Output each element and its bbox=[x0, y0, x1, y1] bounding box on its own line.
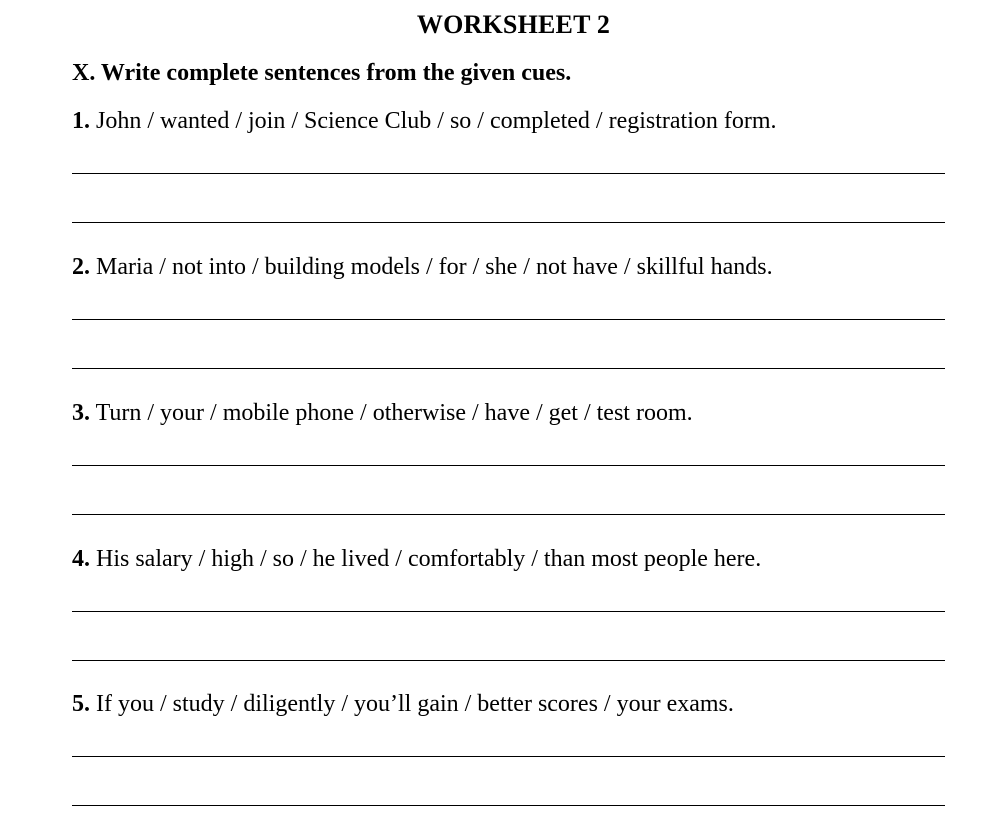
item-cue: His salary / high / so / he lived / comfortably / than most people here. bbox=[96, 546, 762, 572]
exercise-item-4 bbox=[72, 543, 945, 689]
exercise-item-5 bbox=[72, 688, 945, 834]
answer-line[interactable] bbox=[72, 319, 945, 320]
answer-line[interactable] bbox=[72, 805, 945, 806]
item-text bbox=[72, 397, 693, 429]
answer-line[interactable] bbox=[72, 222, 945, 223]
answer-line[interactable] bbox=[72, 514, 945, 515]
exercise-item-1 bbox=[72, 105, 945, 251]
item-cue: If you / study / diligently / you’ll gain / better scores / your exams. bbox=[96, 691, 734, 717]
item-text bbox=[72, 251, 773, 283]
item-number: 1. bbox=[72, 108, 90, 134]
exercise-instruction: X. Write complete sentences from the given cues. bbox=[72, 60, 572, 86]
answer-line[interactable] bbox=[72, 368, 945, 369]
item-cue: John / wanted / join / Science Club / so / completed / registration form. bbox=[96, 108, 777, 134]
item-text bbox=[72, 688, 734, 720]
item-number: 4. bbox=[72, 546, 90, 572]
exercise-item-2 bbox=[72, 251, 945, 397]
exercise-item-3 bbox=[72, 397, 945, 543]
answer-line[interactable] bbox=[72, 611, 945, 612]
item-number: 5. bbox=[72, 691, 90, 717]
item-cue: Maria / not into / building models / for / she / not have / skillful hands. bbox=[96, 254, 773, 280]
answer-line[interactable] bbox=[72, 465, 945, 466]
item-text bbox=[72, 543, 761, 575]
item-number: 2. bbox=[72, 254, 90, 280]
item-number: 3. bbox=[72, 400, 90, 426]
answer-line[interactable] bbox=[72, 756, 945, 757]
answer-line[interactable] bbox=[72, 660, 945, 661]
item-cue: Turn / your / mobile phone / otherwise / have / get / test room. bbox=[95, 400, 693, 426]
answer-line[interactable] bbox=[72, 173, 945, 174]
worksheet-title: WORKSHEET 2 bbox=[416, 10, 611, 39]
item-text bbox=[72, 105, 777, 137]
